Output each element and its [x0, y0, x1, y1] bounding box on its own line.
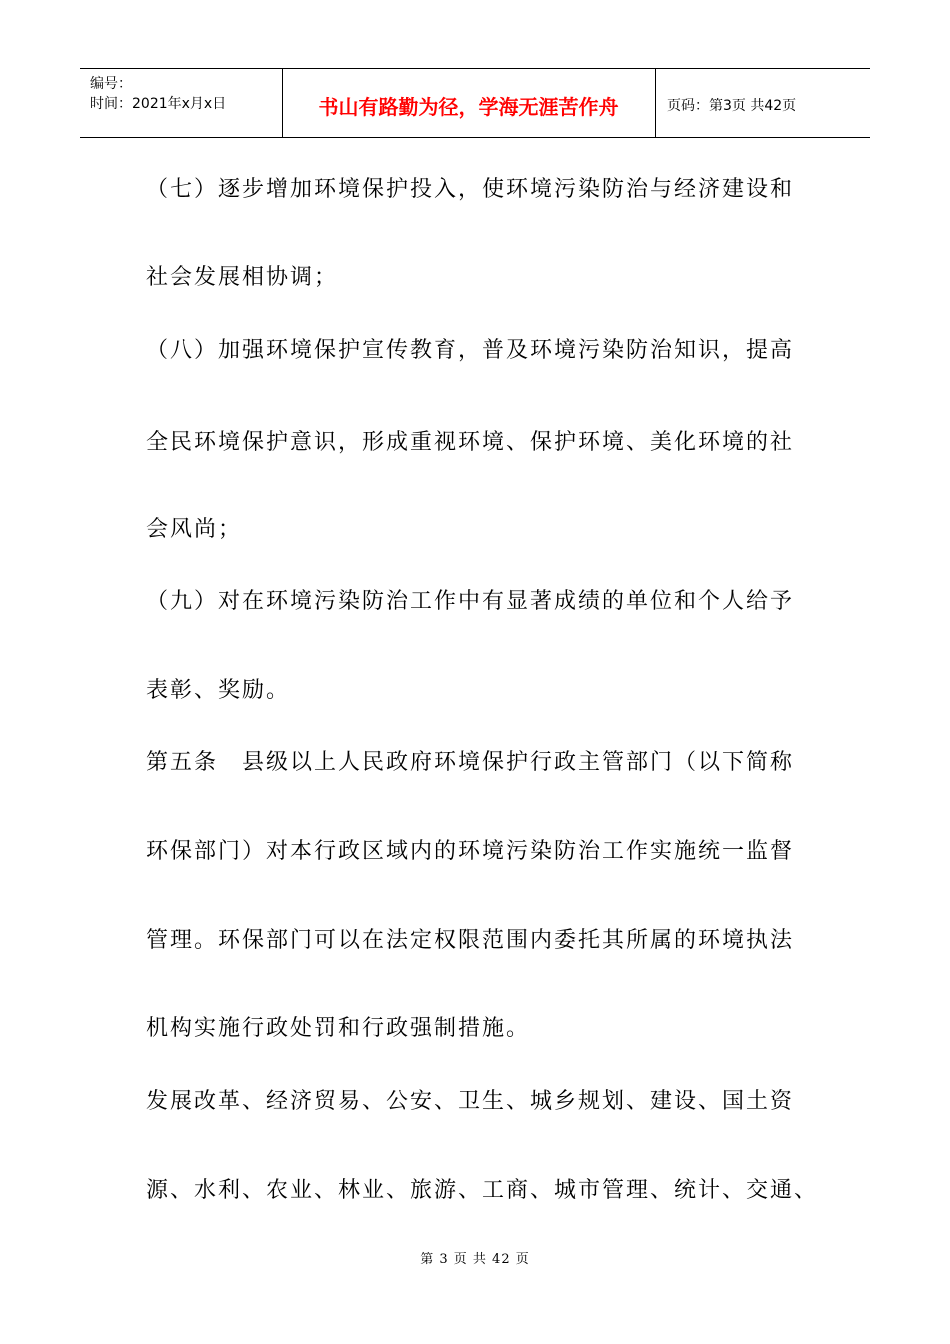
body-line: 管理。环保部门可以在法定权限范围内委托其所属的环境执法 — [146, 928, 795, 953]
body-line: （八）加强环境保护宣传教育，普及环境污染防治知识，提高 — [146, 338, 795, 363]
body-line: 会风尚； — [146, 517, 243, 542]
page-footer: 第 3 页 共 42 页 — [420, 1252, 530, 1267]
header-meta-cell — [80, 69, 283, 137]
document-number-label: 编号： — [90, 76, 132, 92]
body-line: （七）逐步增加环境保护投入，使环境污染防治与经济建设和 — [146, 177, 795, 202]
header-page-code: 页码：第3页 共42页 — [667, 98, 797, 114]
body-line: 环保部门）对本行政区域内的环境污染防治工作实施统一监督 — [146, 839, 795, 864]
body-line: 第五条 县级以上人民政府环境保护行政主管部门（以下简称 — [146, 750, 795, 775]
body-line: （九）对在环境污染防治工作中有显著成绩的单位和个人给予 — [146, 589, 795, 614]
document-date-label: 时间：2021年x月x日 — [90, 96, 227, 112]
body-line: 全民环境保护意识，形成重视环境、保护环境、美化环境的社 — [146, 430, 795, 455]
body-line: 机构实施行政处罚和行政强制措施。 — [146, 1016, 531, 1041]
body-line: 源、水利、农业、林业、旅游、工商、城市管理、统计、交通、 — [146, 1178, 819, 1203]
header-page-cell — [655, 69, 870, 137]
body-line: 社会发展相协调； — [146, 265, 339, 290]
header-motto: 书山有路勤为径，学海无涯苦作舟 — [318, 95, 619, 119]
header-motto-cell — [282, 69, 656, 137]
page-header — [80, 68, 870, 138]
body-line: 表彰、奖励。 — [146, 678, 291, 703]
body-line: 发展改革、经济贸易、公安、卫生、城乡规划、建设、国土资 — [146, 1089, 795, 1114]
